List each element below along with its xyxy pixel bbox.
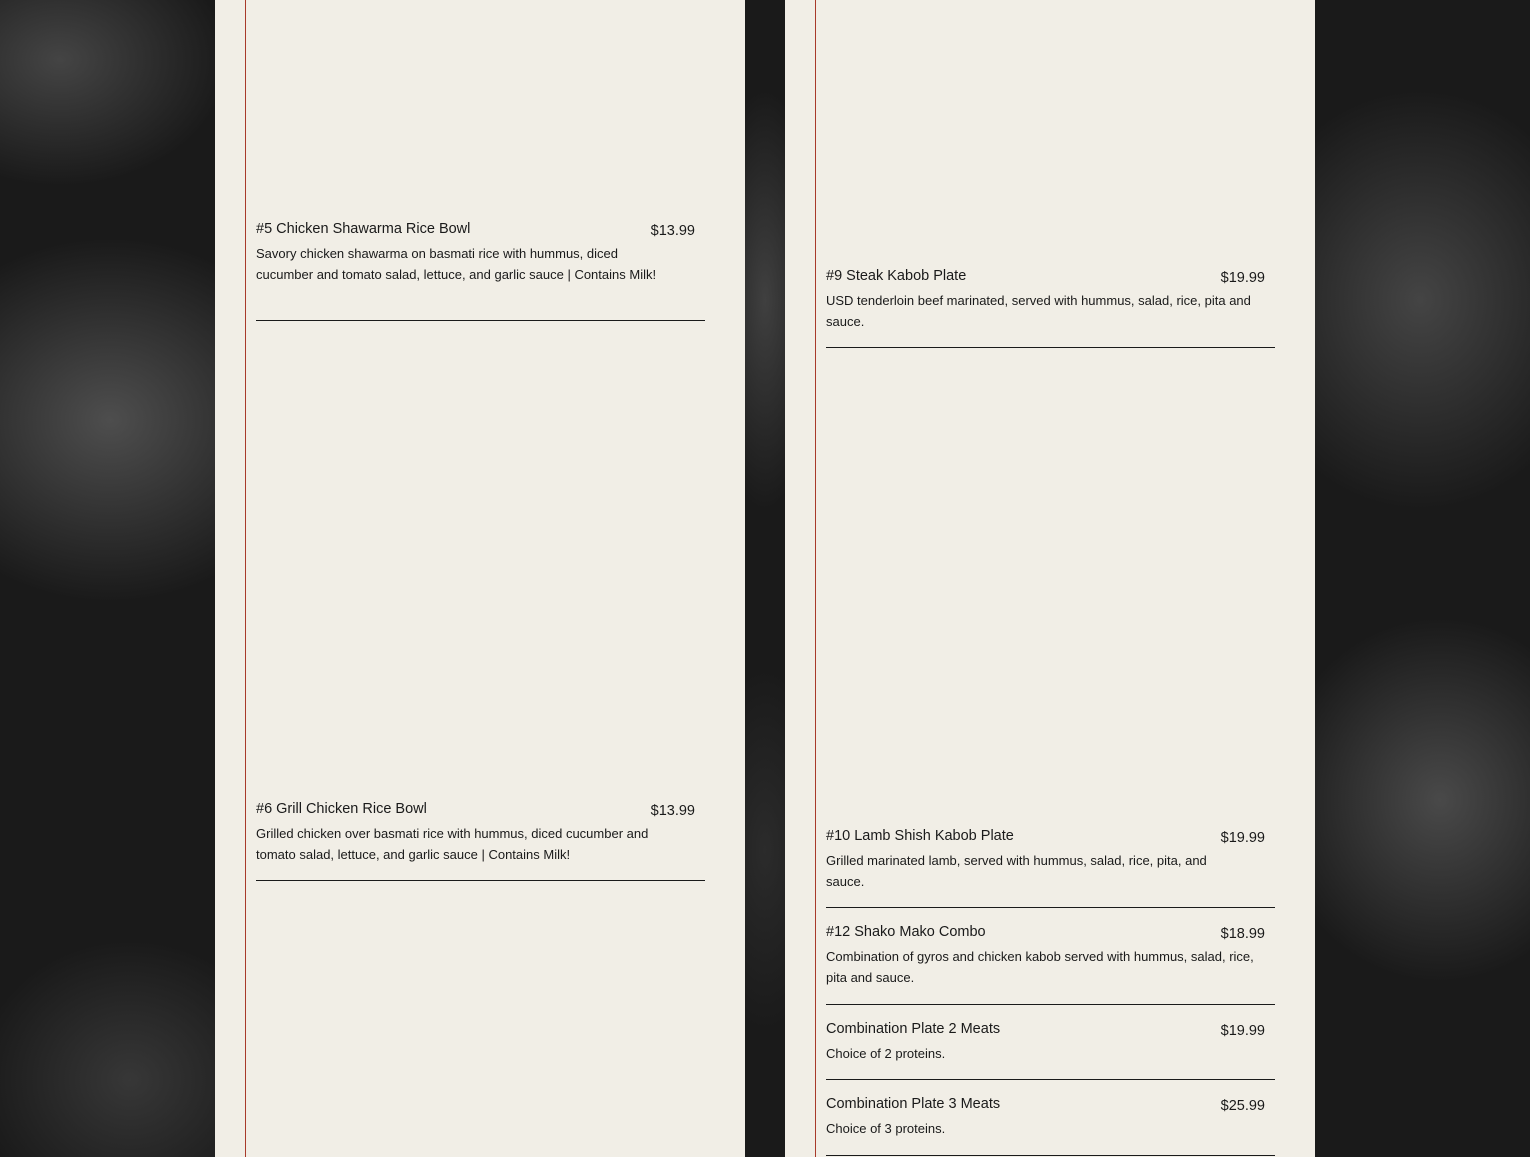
menu-item-price: $25.99: [1220, 1098, 1265, 1114]
menu-item-name: #9 Steak Kabob Plate: [826, 268, 967, 284]
menu-item-divider: [256, 320, 705, 321]
menu-item-description: Grilled marinated lamb, served with hummus, salad, rice, pita, and sauce.: [826, 853, 1207, 889]
menu-item-price: $19.99: [1220, 270, 1265, 286]
menu-item-description: Choice of 2 proteins.: [826, 1046, 946, 1061]
left-accent-rule: [245, 0, 246, 1157]
right-accent-rule: [815, 0, 816, 1157]
menu-item-divider: [256, 880, 705, 881]
menu-panel-right: [785, 0, 1315, 1157]
menu-item-name: #5 Chicken Shawarma Rice Bowl: [256, 221, 471, 237]
menu-item-divider: [826, 1004, 1275, 1005]
menu-item-name: #10 Lamb Shish Kabob Plate: [826, 828, 1014, 844]
menu-item-price: $19.99: [1220, 1023, 1265, 1039]
menu-item-description: Grilled chicken over basmati rice with hummus, diced cucumber and tomato salad, lettuce, and garlic sauce | Contains Milk!: [256, 826, 649, 862]
menu-item-description: Savory chicken shawarma on basmati rice with hummus, diced cucumber and tomato salad, lettuce, and garlic sauce | Contains Milk!: [256, 246, 657, 282]
menu-item-price: $18.99: [1220, 926, 1265, 942]
menu-item-divider: [826, 1155, 1275, 1156]
menu-item-name: Combination Plate 3 Meats: [826, 1096, 1001, 1112]
menu-item-divider: [826, 1079, 1275, 1080]
menu-item-divider: [826, 907, 1275, 908]
menu-item-description: Combination of gyros and chicken kabob served with hummus, salad, rice, pita and sauce.: [826, 949, 1254, 985]
menu-item-divider: [826, 347, 1275, 348]
menu-item-description: USD tenderloin beef marinated, served with hummus, salad, rice, pita and sauce.: [826, 293, 1251, 329]
menu-item-name: #6 Grill Chicken Rice Bowl: [256, 801, 427, 817]
menu-item-name: #12 Shako Mako Combo: [826, 924, 986, 940]
menu-item-name: Combination Plate 2 Meats: [826, 1021, 1001, 1037]
menu-item-price: $19.99: [1220, 830, 1265, 846]
menu-panel-left: [215, 0, 745, 1157]
menu-item-description: Choice of 3 proteins.: [826, 1121, 946, 1136]
menu-item-price: $13.99: [650, 223, 695, 239]
menu-item-price: $13.99: [650, 803, 695, 819]
